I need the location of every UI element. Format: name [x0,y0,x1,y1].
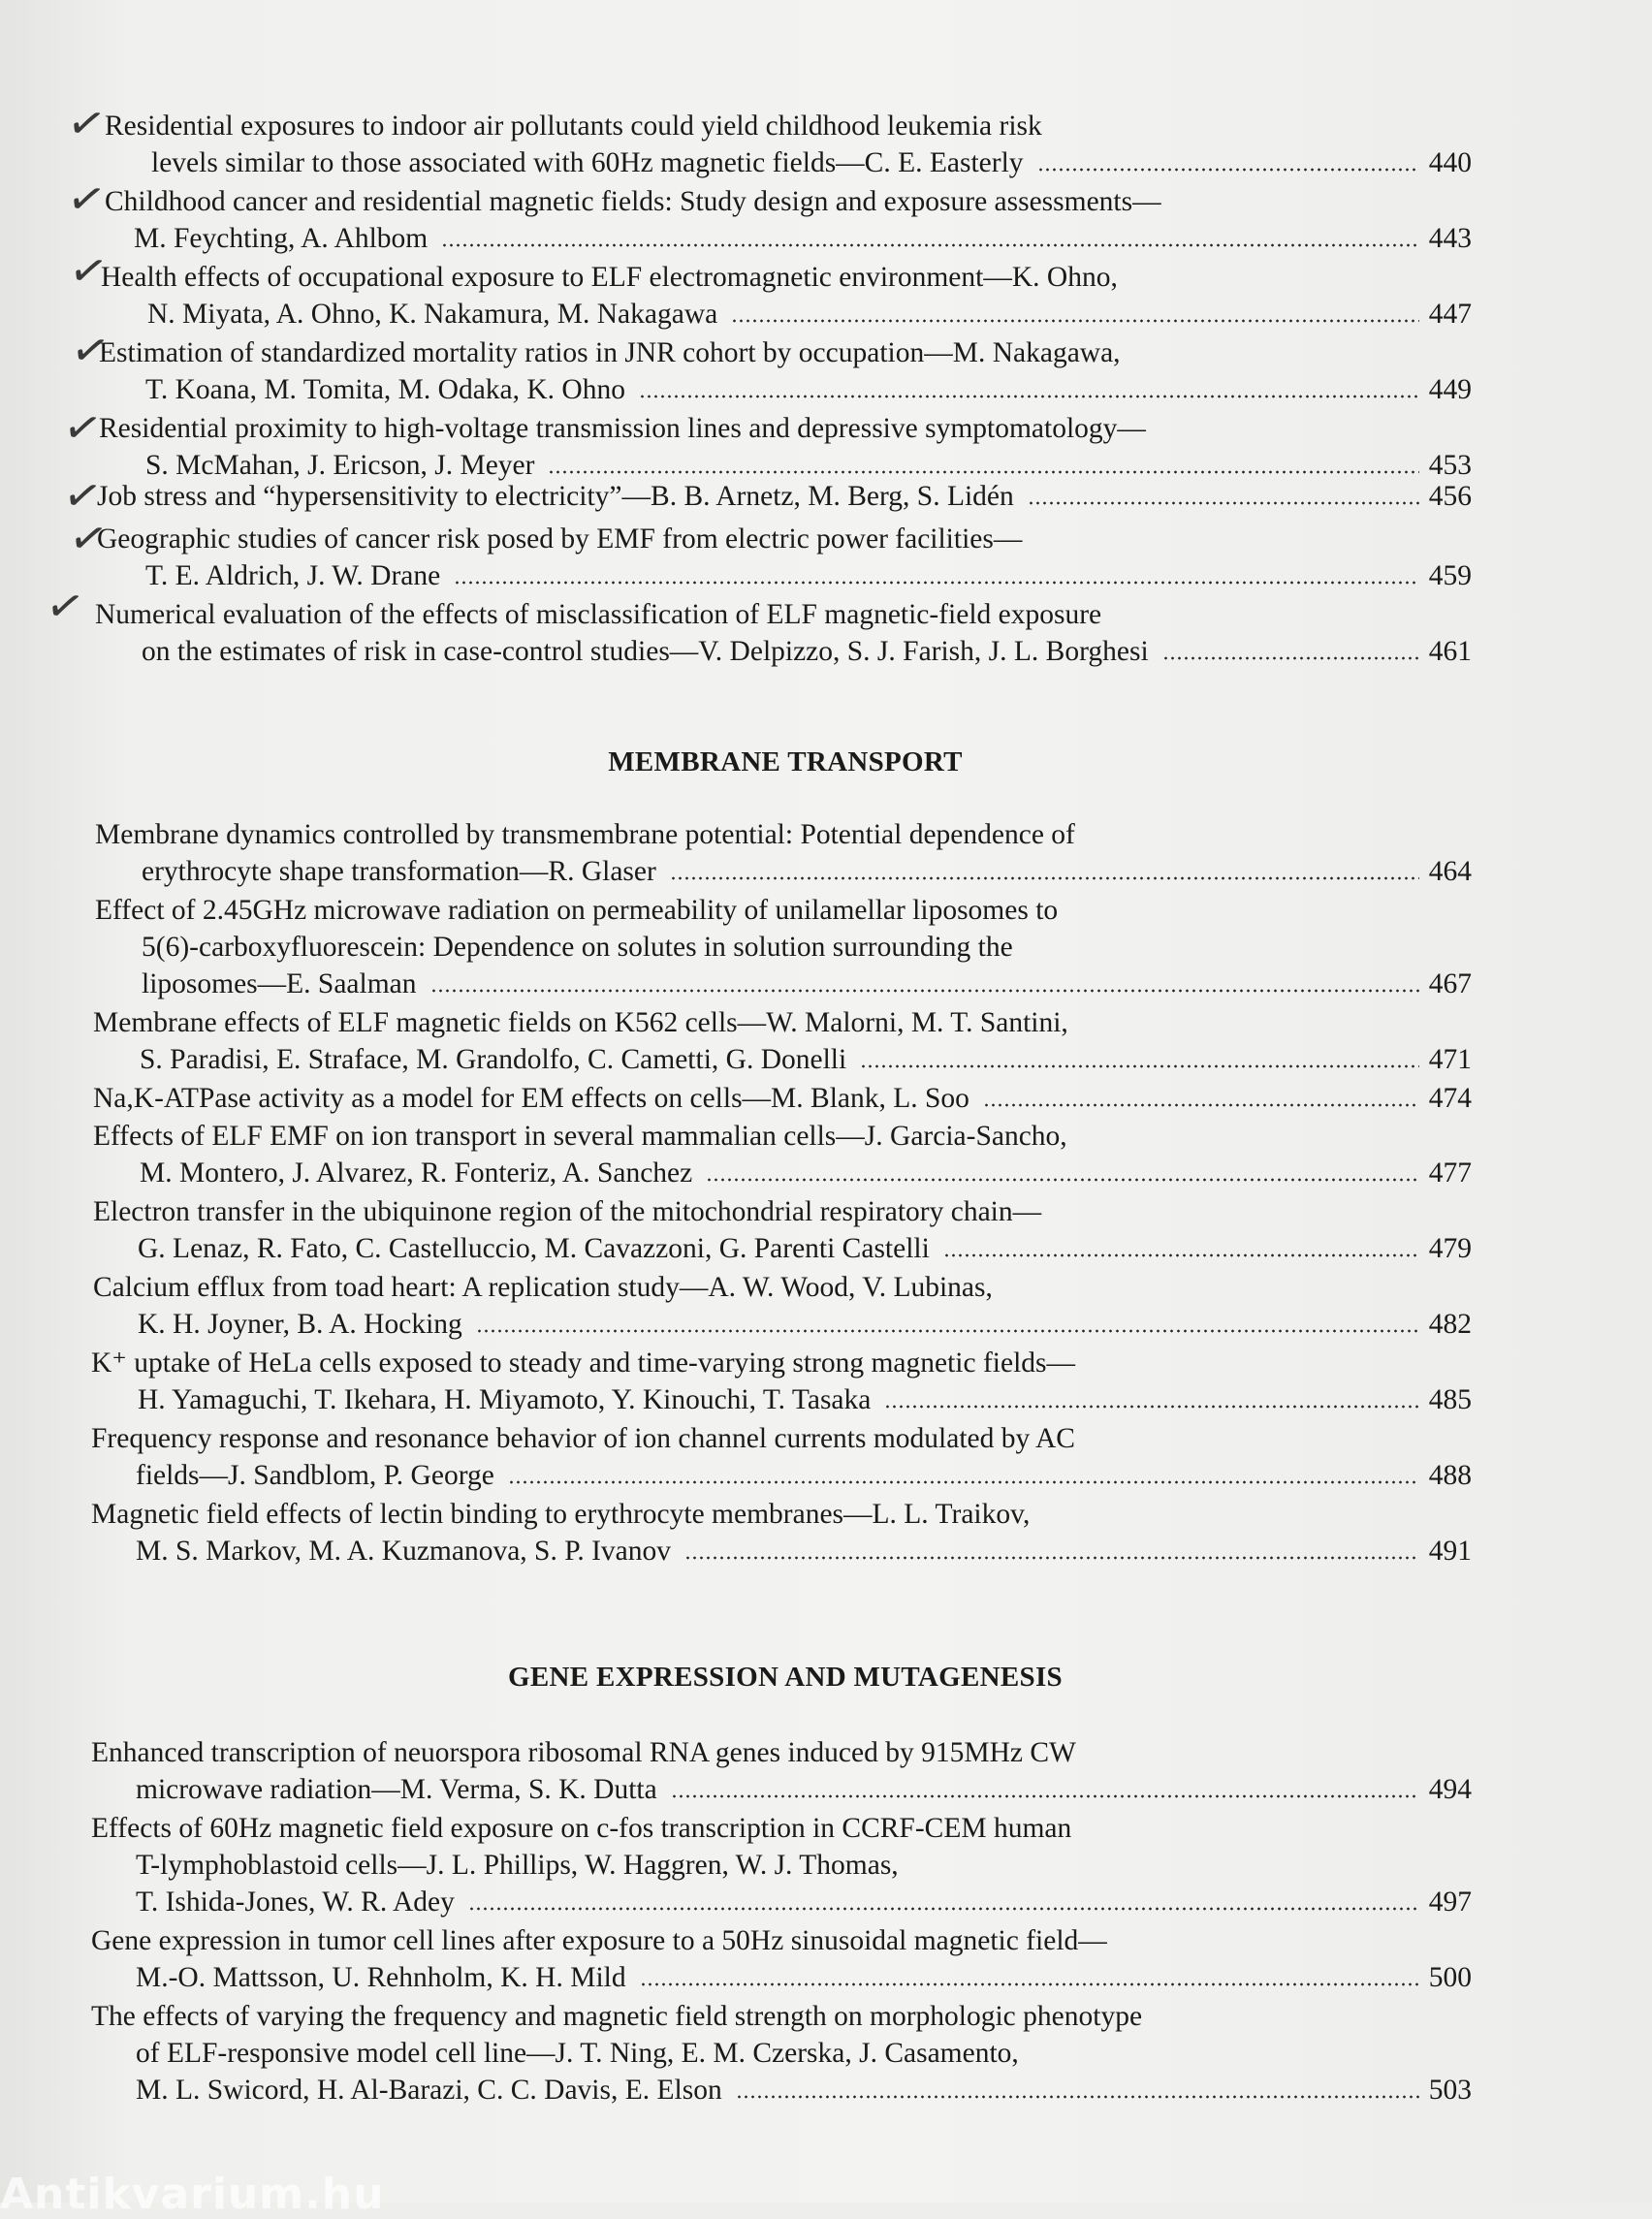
entry-line: erythrocyte shape transformation—R. Glaser [142,856,656,887]
entry-last-line [93,1081,1472,1116]
entry-line: Health effects of occupational exposure to ELF electromagnetic environment—K. Ohno, [101,262,1118,293]
entry-line: T-lymphoblastoid cells—J. L. Phillips, W. Haggren, W. J. Thomas, [136,1850,899,1881]
section-heading: GENE EXPRESSION AND MUTAGENESIS [508,1662,1063,1693]
entry-last-line [136,2073,1472,2108]
dot-leader [476,1329,1419,1333]
dot-leader [548,470,1418,474]
page-number: 467 [1428,968,1472,999]
bleed-through-text [1493,107,1648,1561]
page-number: 443 [1428,223,1472,254]
entry-last-line [136,1885,1472,1919]
entry-line: Frequency response and resonance behavior of ion channel currents modulated by AC [91,1423,1075,1454]
page-number: 447 [1428,299,1472,330]
entry-line: Estimation of standardized mortality ratios in JNR cohort by occupation—M. Nakagawa, [99,337,1121,368]
page-number: 482 [1428,1309,1472,1340]
entry-last-line [136,1458,1472,1493]
page-number: 488 [1428,1460,1472,1491]
entry-last-line [138,1382,1472,1417]
entry-last-line [145,448,1472,483]
dot-leader [441,243,1419,247]
entry-line: Residential proximity to high-voltage transmission lines and depressive symptomatology— [99,413,1146,444]
entry-last-line [147,297,1472,332]
entry-last-line [151,145,1472,180]
dot-leader [639,395,1419,398]
entry-line: Magnetic field effects of lectin binding to erythrocyte membranes—L. L. Traikov, [91,1499,1031,1530]
page-number: 453 [1428,450,1472,481]
entry-line: G. Lenaz, R. Fato, C. Castelluccio, M. Cavazzoni, G. Parenti Castelli [138,1233,930,1264]
handwritten-check-icon: ✓ [66,320,114,380]
dot-leader [983,1103,1419,1107]
page-number: 474 [1428,1083,1472,1114]
entry-line: The effects of varying the frequency and magnetic field strength on morphologic phenotype [91,2001,1143,2032]
entry-line: M. Feychting, A. Ahlbom [134,223,429,254]
section-heading: MEMBRANE TRANSPORT [608,746,963,777]
entry-last-line [138,1307,1472,1342]
dot-leader [706,1178,1419,1182]
entry-line: M.-O. Mattsson, U. Rehnholm, K. H. Mild [136,1962,626,1993]
page-number: 471 [1428,1044,1472,1075]
handwritten-check-icon: ✓ [58,397,107,458]
page-number: 491 [1428,1536,1472,1567]
dot-leader [670,876,1419,880]
dot-leader [860,1064,1419,1068]
entry-last-line [142,854,1472,889]
dot-leader [640,1982,1419,1986]
page-number: 464 [1428,856,1472,887]
entry-line: Na,K-ATPase activity as a model for EM effects on cells—M. Blank, L. Soo [93,1083,969,1114]
entry-line: Childhood cancer and residential magnetic fields: Study design and exposure assessments— [105,186,1161,217]
dot-leader [884,1405,1418,1409]
page-number: 456 [1428,481,1472,512]
handwritten-check-icon: ✓ [41,576,89,636]
entry-line: Job stress and “hypersensitivity to electricity”—B. B. Arnetz, M. Berg, S. Lidén [97,481,1014,512]
dot-leader [671,1794,1419,1798]
dot-leader [1028,501,1419,505]
entry-line: T. Koana, M. Tomita, M. Odaka, K. Ohno [145,374,625,405]
entry-line: K⁺ uptake of HeLa cells exposed to steady and time-varying strong magnetic fields— [91,1347,1075,1379]
entry-line: S. Paradisi, E. Straface, M. Grandolfo, C. Cametti, G. Donelli [140,1044,847,1075]
page-number: 479 [1428,1233,1472,1264]
page-number: 459 [1428,560,1472,591]
entry-line: Effects of 60Hz magnetic field exposure on c-fos transcription in CCRF-CEM human [91,1813,1072,1844]
dot-leader [454,581,1419,585]
entry-line: 5(6)-carboxyfluorescein: Dependence on solutes in solution surrounding the [142,932,1013,963]
page-number: 503 [1428,2075,1472,2106]
entry-line: H. Yamaguchi, T. Ikehara, H. Miyamoto, Y. Kinouchi, T. Tasaka [138,1384,872,1415]
page-number: 500 [1428,1962,1472,1993]
handwritten-check-icon: ✓ [64,240,112,301]
entry-last-line [136,1960,1472,1995]
entry-line: Geographic studies of cancer risk posed by EMF from electric power facilities— [97,523,1023,555]
entry-last-line [134,221,1472,256]
entry-last-line [136,1534,1472,1569]
entry-line: fields—J. Sandblom, P. George [136,1460,494,1491]
entry-line: Effect of 2.45GHz microwave radiation on permeability of unilamellar liposomes to [95,895,1059,926]
page-number: 449 [1428,374,1472,405]
entry-line: liposomes—E. Saalman [142,968,417,999]
page-number: 440 [1428,147,1472,178]
entry-line: M. Montero, J. Alvarez, R. Fonteriz, A. Sanchez [140,1157,693,1189]
dot-leader [430,989,1419,993]
entry-line: levels similar to those associated with 60Hz magnetic fields—C. E. Easterly [151,147,1024,178]
page-number: 497 [1428,1886,1472,1918]
page-number: 485 [1428,1384,1472,1415]
dot-leader [736,2095,1419,2099]
entry-line: microwave radiation—M. Verma, S. K. Dutta [136,1774,657,1805]
handwritten-check-icon: ✓ [62,93,111,153]
entry-line: Numerical evaluation of the effects of misclassification of ELF magnetic-field exposure [95,599,1102,630]
entry-line: Membrane dynamics controlled by transmembrane potential: Potential dependence of [95,819,1075,850]
entry-last-line [145,372,1472,407]
entry-last-line [145,558,1472,593]
page-number: 477 [1428,1157,1472,1189]
entry-last-line [136,1772,1472,1807]
dot-leader [731,319,1419,323]
entry-line: N. Miyata, A. Ohno, K. Nakamura, M. Nakagawa [147,299,718,330]
entry-last-line [140,1042,1472,1077]
entry-last-line [142,634,1472,669]
entry-last-line [138,1231,1472,1266]
entry-line: Calcium efflux from toad heart: A replication study—A. W. Wood, V. Lubinas, [93,1272,993,1303]
entry-line: Electron transfer in the ubiquinone region of the mitochondrial respiratory chain— [93,1196,1042,1227]
entry-line: Membrane effects of ELF magnetic fields on K562 cells—W. Malorni, M. T. Santini, [93,1007,1068,1038]
entry-last-line [142,967,1472,1001]
handwritten-check-icon: ✓ [62,169,111,229]
entry-line: Residential exposures to indoor air pollutants could yield childhood leukemia risk [105,111,1042,142]
dot-leader [684,1556,1419,1560]
dot-leader [943,1253,1419,1257]
entry-last-line [97,479,1472,514]
page-number: 461 [1428,636,1472,667]
entry-line: M. L. Swicord, H. Al-Barazi, C. C. Davis, E. Elson [136,2075,722,2106]
watermark-logo: Antikvarium.hu [0,2170,385,2219]
page-number: 494 [1428,1774,1472,1805]
entry-line: S. McMahan, J. Ericson, J. Meyer [145,450,535,481]
entry-last-line [140,1156,1472,1190]
entry-line: K. H. Joyner, B. A. Hocking [138,1309,462,1340]
entry-line: of ELF-responsive model cell line—J. T. Ning, E. M. Czerska, J. Casamento, [136,2038,1019,2069]
entry-line: T. E. Aldrich, J. W. Drane [145,560,441,591]
handwritten-check-icon: ✓ [64,508,112,568]
entry-line: Effects of ELF EMF on ion transport in several mammalian cells—J. Garcia-Sancho, [93,1121,1067,1152]
entry-line: T. Ishida-Jones, W. R. Adey [136,1886,455,1918]
dot-leader [1037,168,1419,172]
dot-leader [468,1907,1419,1911]
handwritten-check-icon: ✓ [58,465,107,525]
entry-line: Enhanced transcription of neuorspora ribosomal RNA genes induced by 915MHz CW [91,1737,1076,1768]
entry-line: on the estimates of risk in case-control studies—V. Delpizzo, S. J. Farish, J. L. Borghesi [142,636,1149,667]
dot-leader [1162,656,1419,660]
entry-line: Gene expression in tumor cell lines after exposure to a 50Hz sinusoidal magnetic field— [91,1925,1107,1956]
entry-line: M. S. Markov, M. A. Kuzmanova, S. P. Ivanov [136,1536,672,1567]
dot-leader [508,1480,1419,1484]
